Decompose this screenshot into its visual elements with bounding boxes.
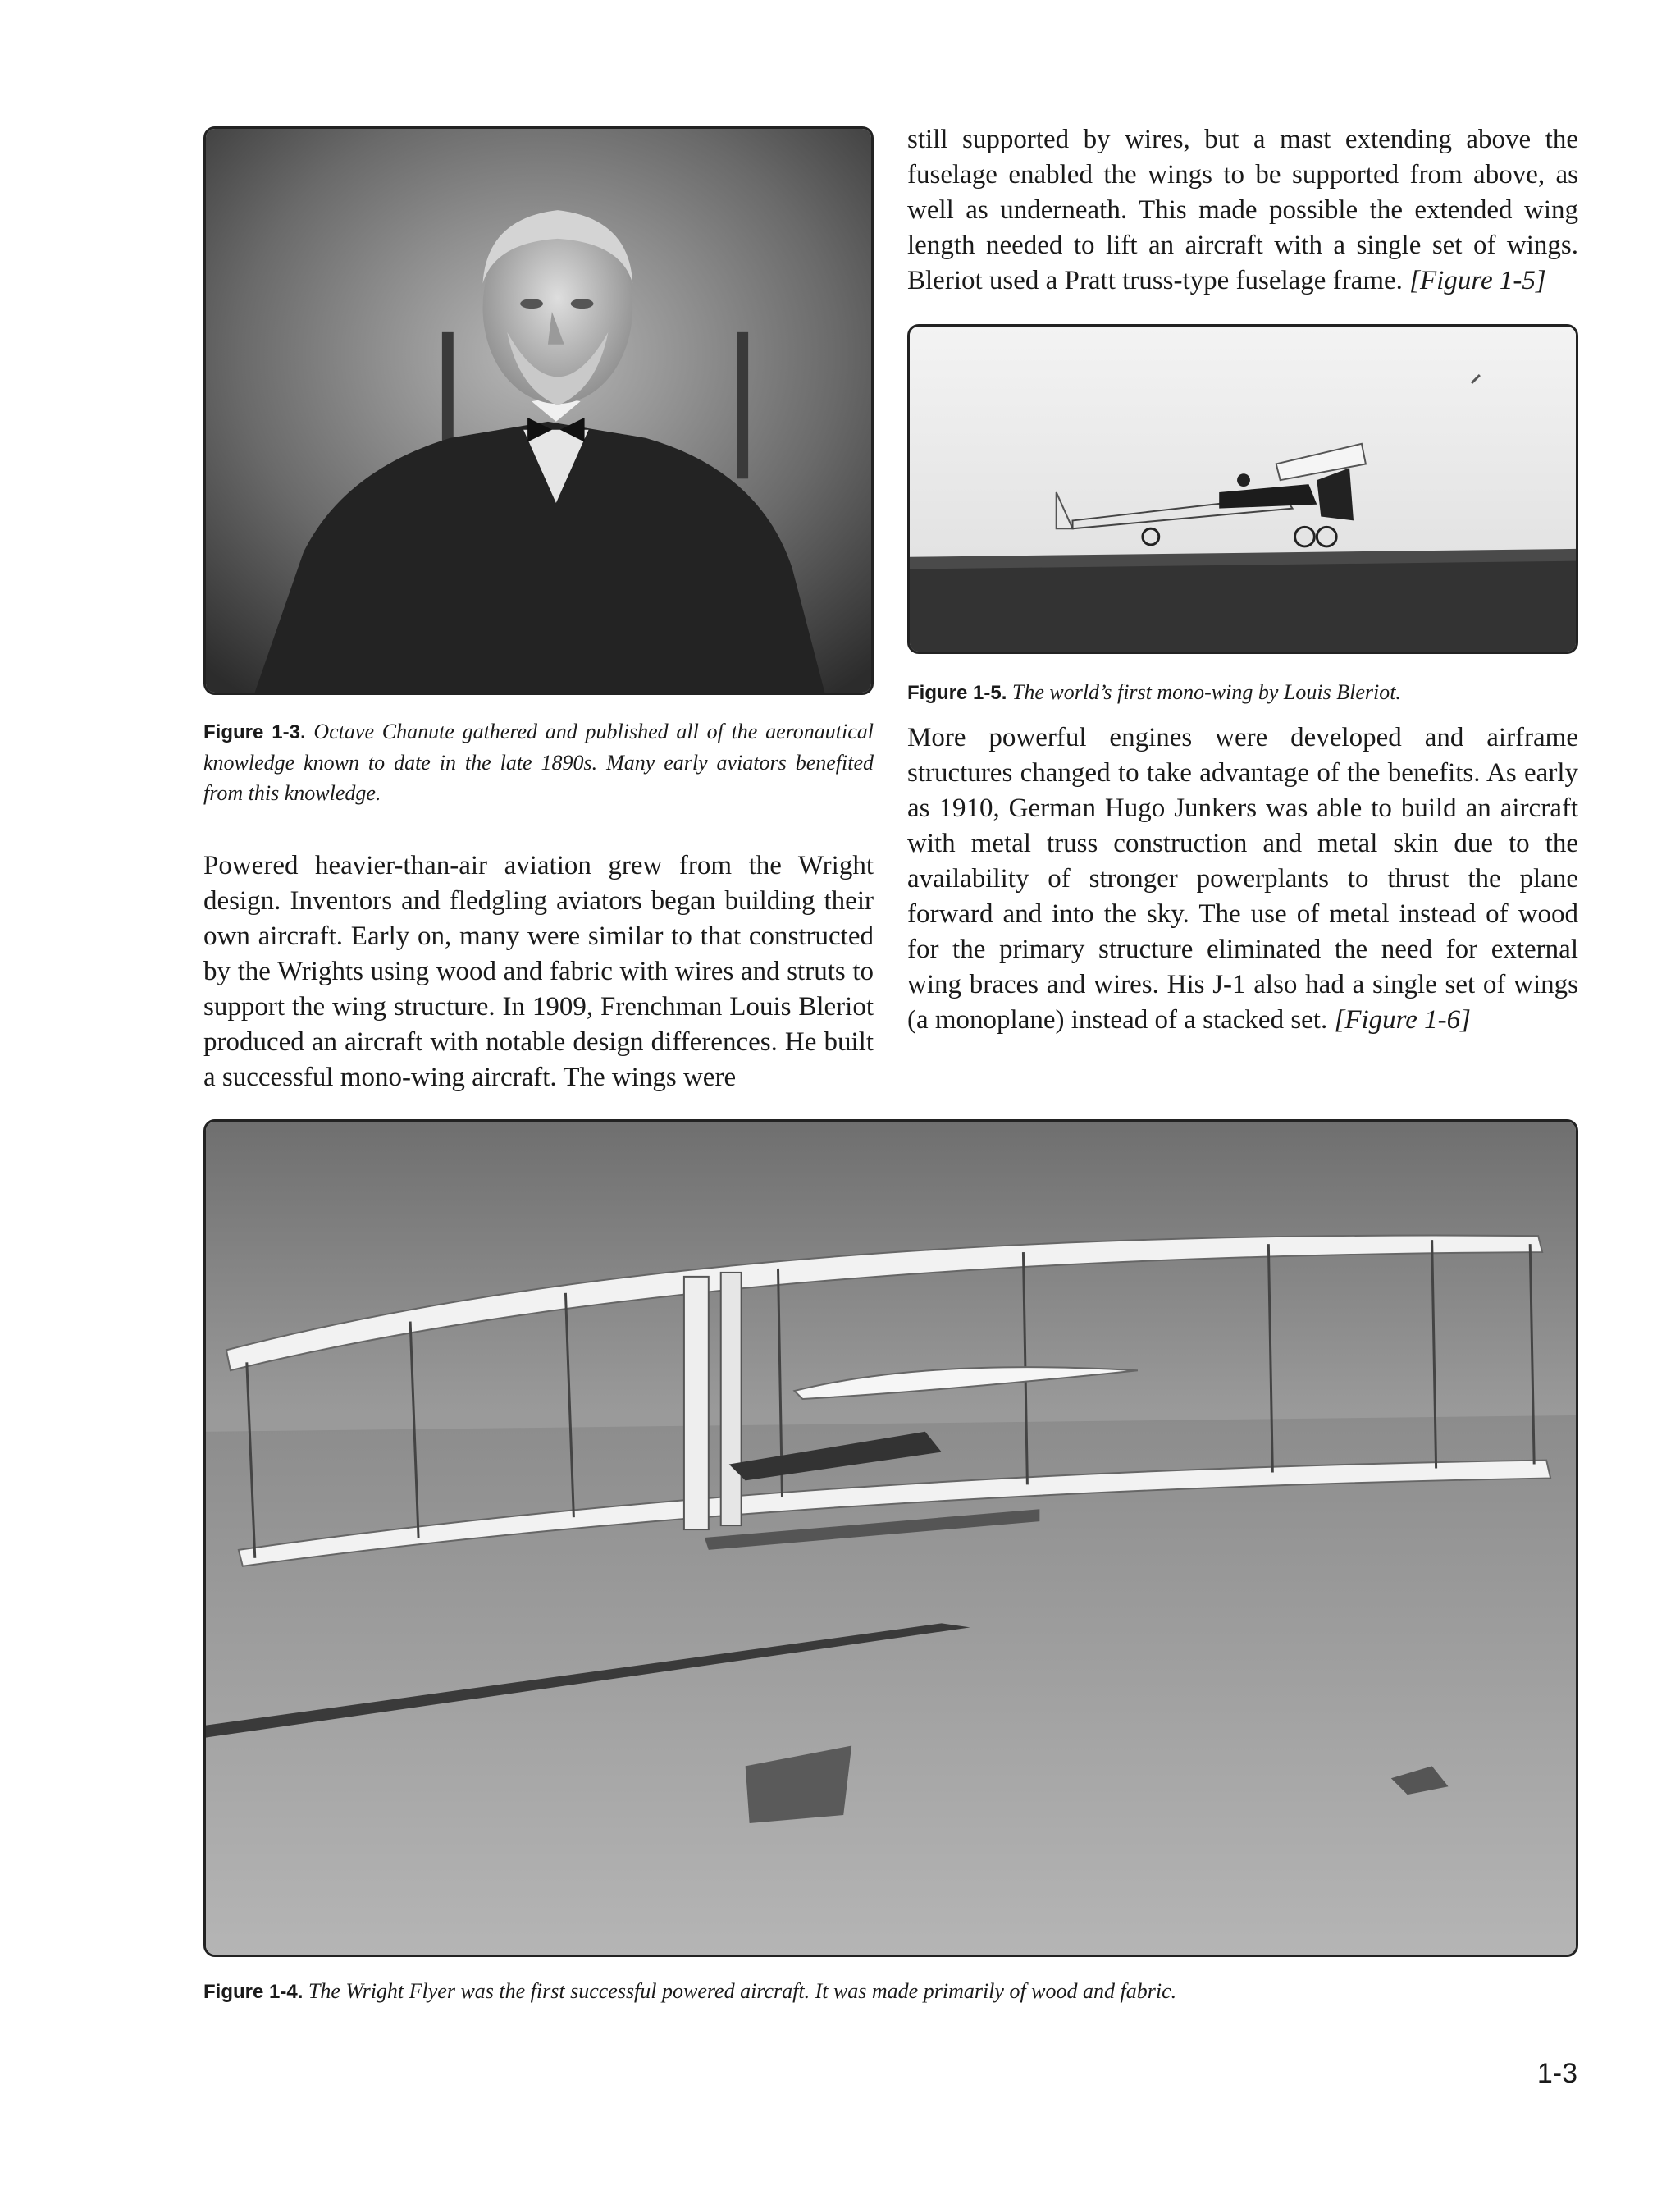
figure-caption-text: The world’s first mono-wing by Louis Bleriot. (1011, 680, 1401, 704)
page-number: 1-3 (1536, 2058, 1577, 2089)
paragraph-left: Powered heavier-than-air aviation grew from the Wright design. Inventors and fledgling aviators began building their own aircraft. Early on, many were similar to that constructed by the Wrights using wood and fabric with wires and struts to support the wing structure. In 1909, Frenchman Louis Bleriot produced an aircraft with notable design differences. He built a successful mono-wing aircraft. The wings were (203, 851, 874, 1092)
figure-1-3-caption (203, 716, 874, 808)
figure-label: Figure 1-4. (203, 1981, 304, 2003)
paragraph-text: still supported by wires, but a mast extending above the fuselage enabled the wings to be supported from above, as well as underneath. This made possible the extended wing length needed to lift an aircraft with a single set of wings. Bleriot used a Pratt truss-type fuselage frame. (907, 125, 1578, 295)
figure-reference: [Figure 1-6] (1334, 1005, 1471, 1035)
paragraph-text: More powerful engines were developed and airframe structures changed to take advantage of the benefits. As early as 1910, German Hugo Junkers was able to build an aircraft with metal truss construction and metal skin due to the availability of stronger powerplants to thrust the plane forward and into the sky. The use of metal instead of wood for the primary structure eliminated the need for external wing braces and wires. His J-1 also had a single set of wings (a monoplane) instead of a stacked set. (907, 723, 1578, 1035)
figure-1-3-image (203, 126, 874, 695)
paragraph-right-top (907, 122, 1578, 299)
figure-caption-text: The Wright Flyer was the first successful powered aircraft. It was made primarily of wood and fabric. (308, 1979, 1177, 2003)
paragraph-right-bottom (907, 720, 1578, 1038)
figure-1-5-caption (907, 677, 1578, 708)
figure-caption-text: Octave Chanute gathered and published all of the aeronautical knowledge known to date in the late 1890s. Many early aviators benefited from this knowledge. (203, 720, 874, 805)
figure-1-4-caption (203, 1976, 1578, 2007)
figure-label: Figure 1-5. (907, 682, 1007, 704)
figure-label: Figure 1-3. (203, 721, 306, 743)
figure-reference: [Figure 1-5] (1409, 266, 1546, 295)
figure-1-4-image (203, 1119, 1578, 1957)
figure-1-5-image (907, 324, 1578, 654)
